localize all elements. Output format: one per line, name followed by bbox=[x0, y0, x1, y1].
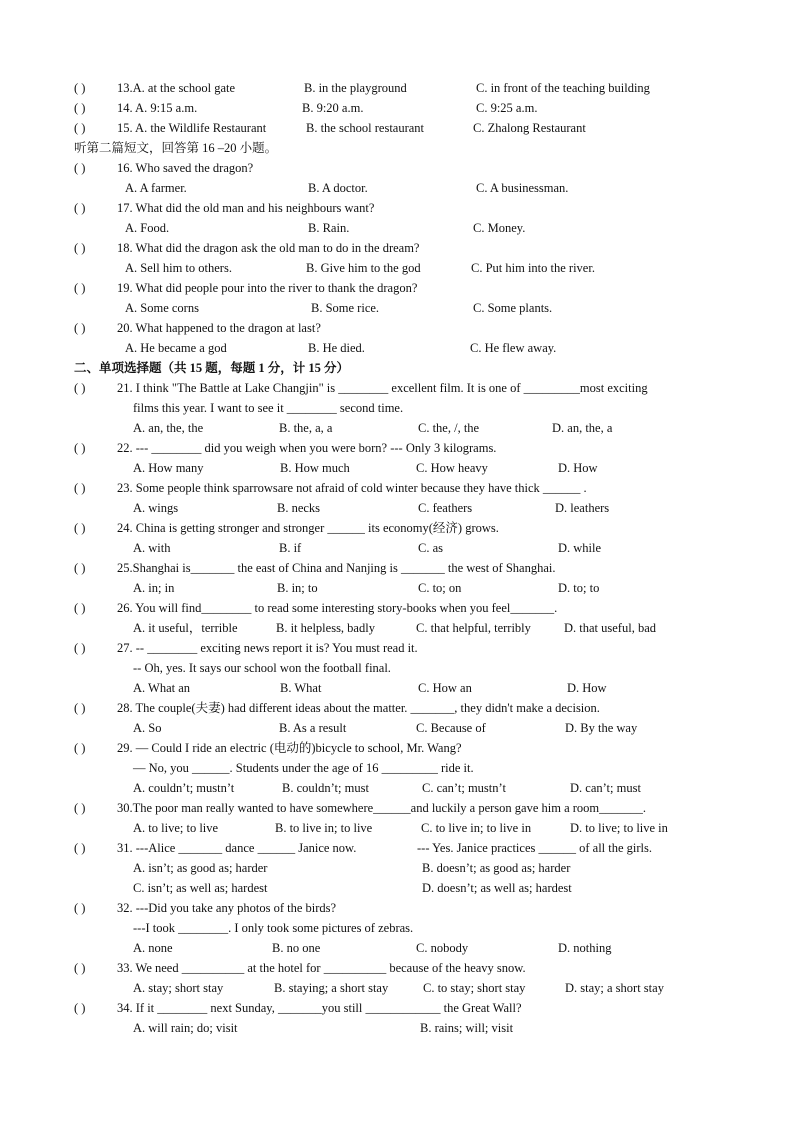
answer-paren: ( ) bbox=[74, 441, 86, 455]
answer-paren: ( ) bbox=[74, 481, 86, 495]
answer-paren: ( ) bbox=[74, 381, 86, 395]
option-d: D. to live; to live in bbox=[570, 821, 668, 835]
option-d: D. an, the, a bbox=[552, 421, 613, 435]
option-a: A. What an bbox=[133, 681, 191, 695]
option-a: A. stay; short stay bbox=[133, 981, 224, 995]
option-a: A. Food. bbox=[125, 221, 170, 235]
question-stem-continued: -- Oh, yes. It says our school won the football final. bbox=[133, 661, 391, 675]
option-a: A. it useful，terrible bbox=[133, 621, 238, 635]
option-d: D. while bbox=[558, 541, 602, 555]
question-stem: 16. Who saved the dragon? bbox=[117, 161, 254, 175]
option-b: B. He died. bbox=[308, 341, 365, 355]
answer-paren: ( ) bbox=[74, 201, 86, 215]
option-a: A. He became a god bbox=[125, 341, 227, 355]
question-stem: 27. -- ________ exciting news report it is? You must read it. bbox=[117, 641, 418, 655]
answer-paren: ( ) bbox=[74, 1001, 86, 1015]
answer-paren: ( ) bbox=[74, 961, 86, 975]
option-b: B. if bbox=[279, 541, 302, 555]
answer-paren: ( ) bbox=[74, 601, 86, 615]
question-stem: 20. What happened to the dragon at last? bbox=[117, 321, 321, 335]
option-b: B. doesn’t; as good as; harder bbox=[422, 861, 571, 875]
question-stem: 26. You will find________ to read some interesting story-books when you feel_______. bbox=[117, 601, 558, 615]
option-c: C. that helpful, terribly bbox=[416, 621, 531, 635]
option-c: C. can’t; mustn’t bbox=[422, 781, 506, 795]
option-a: A. Sell him to others. bbox=[125, 261, 232, 275]
answer-paren: ( ) bbox=[74, 521, 86, 535]
option-c: C. Some plants. bbox=[473, 301, 553, 315]
option-b: B. What bbox=[280, 681, 322, 695]
option-d: D. By the way bbox=[565, 721, 638, 735]
passage-2-instruction: 听第二篇短文，回答第 16 –20 小题。 bbox=[74, 141, 278, 155]
option-c: C. Zhalong Restaurant bbox=[473, 121, 586, 135]
option-a: A. an, the, the bbox=[133, 421, 204, 435]
question-stem: 34. If it ________ next Sunday, _______you still ____________ the Great Wall? bbox=[117, 1001, 522, 1015]
option-c: C. to stay; short stay bbox=[423, 981, 526, 995]
option-b: B. Rain. bbox=[308, 221, 350, 235]
question-stem: 29. — Could I ride an electric (电动的)bicycle to school, Mr. Wang? bbox=[117, 741, 462, 755]
option-c: C. the, /, the bbox=[418, 421, 480, 435]
option-a: A. Some corns bbox=[125, 301, 199, 315]
option-c: C. as bbox=[418, 541, 443, 555]
answer-paren: ( ) bbox=[74, 281, 86, 295]
option-b: B. 9:20 a.m. bbox=[302, 101, 364, 115]
option-a: A. with bbox=[133, 541, 171, 555]
question-stem: 21. I think "The Battle at Lake Changjin" is ________ excellent film. It is one of _________most exciting bbox=[117, 381, 648, 395]
option-d: D. can’t; must bbox=[570, 781, 641, 795]
option-c: C. Money. bbox=[473, 221, 526, 235]
option-b: B. staying; a short stay bbox=[274, 981, 389, 995]
answer-paren: ( ) bbox=[74, 741, 86, 755]
section-title: 二、单项选择题（共 15 题，每题 1 分，计 15 分） bbox=[74, 361, 350, 375]
question-stem: 31. ---Alice _______ dance ______ Janice now. bbox=[117, 841, 357, 855]
option-b: B. necks bbox=[277, 501, 321, 515]
question-stem-continued: films this year. I want to see it ________ second time. bbox=[133, 401, 404, 415]
option-c: C. feathers bbox=[418, 501, 473, 515]
question-stem: 25.Shanghai is_______ the east of China and Nanjing is _______ the west of Shanghai. bbox=[117, 561, 556, 575]
question-stem: 28. The couple(夫妻) had different ideas about the matter. _______, they didn't make a decision. bbox=[117, 701, 600, 715]
option-c: C. to live in; to live in bbox=[421, 821, 532, 835]
option-b: B. the, a, a bbox=[279, 421, 333, 435]
answer-paren: ( ) bbox=[74, 841, 86, 855]
option-c: C. 9:25 a.m. bbox=[476, 101, 538, 115]
option-d: D. to; to bbox=[558, 581, 600, 595]
option-b: B. couldn’t; must bbox=[282, 781, 369, 795]
option-d: D. How bbox=[558, 461, 598, 475]
option-c: C. nobody bbox=[416, 941, 469, 955]
option-d: D. stay; a short stay bbox=[565, 981, 664, 995]
option-b: B. Give him to the god bbox=[306, 261, 421, 275]
question-stem: 22. --- ________ did you weigh when you were born? --- Only 3 kilograms. bbox=[117, 441, 497, 455]
option-c: C. A businessman. bbox=[476, 181, 569, 195]
option-b: B. As a result bbox=[279, 721, 347, 735]
answer-paren: ( ) bbox=[74, 801, 86, 815]
option-b: B. no one bbox=[272, 941, 321, 955]
option-b: B. it helpless, badly bbox=[276, 621, 375, 635]
answer-paren: ( ) bbox=[74, 101, 86, 115]
option-a: 14. A. 9:15 a.m. bbox=[117, 101, 198, 115]
question-stem-continued: ---I took ________. I only took some pictures of zebras. bbox=[133, 921, 414, 935]
option-c: C. in front of the teaching building bbox=[476, 81, 650, 95]
question-stem-continued: — No, you ______. Students under the age of 16 _________ ride it. bbox=[133, 761, 474, 775]
option-b: B. rains; will; visit bbox=[420, 1021, 514, 1035]
answer-paren: ( ) bbox=[74, 121, 86, 135]
option-a: A. will rain; do; visit bbox=[133, 1021, 238, 1035]
option-c: C. He flew away. bbox=[470, 341, 557, 355]
option-a: A. to live; to live bbox=[133, 821, 219, 835]
option-a: A. couldn’t; mustn’t bbox=[133, 781, 235, 795]
answer-paren: ( ) bbox=[74, 701, 86, 715]
option-d: D. leathers bbox=[555, 501, 610, 515]
option-d: D. doesn’t; as well as; hardest bbox=[422, 881, 572, 895]
question-stem: 19. What did people pour into the river to thank the dragon? bbox=[117, 281, 418, 295]
option-a: A. So bbox=[133, 721, 162, 735]
option-c: C. How an bbox=[418, 681, 472, 695]
option-a: A. How many bbox=[133, 461, 204, 475]
question-stem: 30.The poor man really wanted to have somewhere______and luckily a person gave him a room_______. bbox=[117, 801, 647, 815]
answer-paren: ( ) bbox=[74, 641, 86, 655]
option-b: B. Some rice. bbox=[311, 301, 380, 315]
option-d: D. How bbox=[567, 681, 607, 695]
option-b: B. in; to bbox=[277, 581, 318, 595]
answer-paren: ( ) bbox=[74, 81, 86, 95]
answer-paren: ( ) bbox=[74, 901, 86, 915]
option-d: D. that useful, bad bbox=[564, 621, 656, 635]
option-b: B. A doctor. bbox=[308, 181, 368, 195]
answer-paren: ( ) bbox=[74, 161, 86, 175]
option-a: A. A farmer. bbox=[125, 181, 187, 195]
option-b: B. the school restaurant bbox=[306, 121, 425, 135]
question-stem-response: --- Yes. Janice practices ______ of all the girls. bbox=[417, 841, 653, 855]
option-a: A. in; in bbox=[133, 581, 175, 595]
question-stem: 33. We need __________ at the hotel for __________ because of the heavy snow. bbox=[117, 961, 526, 975]
option-a: A. isn’t; as good as; harder bbox=[133, 861, 268, 875]
option-c: C. isn’t; as well as; hardest bbox=[133, 881, 268, 895]
option-b: B. in the playground bbox=[304, 81, 407, 95]
option-b: B. to live in; to live bbox=[275, 821, 373, 835]
option-a: 15. A. the Wildlife Restaurant bbox=[117, 121, 267, 135]
option-a: 13.A. at the school gate bbox=[117, 81, 236, 95]
question-stem: 23. Some people think sparrowsare not afraid of cold winter because they have thick ______ . bbox=[117, 481, 587, 495]
answer-paren: ( ) bbox=[74, 241, 86, 255]
answer-paren: ( ) bbox=[74, 561, 86, 575]
option-a: A. wings bbox=[133, 501, 179, 515]
option-d: D. nothing bbox=[558, 941, 612, 955]
option-b: B. How much bbox=[280, 461, 350, 475]
question-stem: 18. What did the dragon ask the old man to do in the dream? bbox=[117, 241, 420, 255]
option-c: C. to; on bbox=[418, 581, 462, 595]
question-stem: 17. What did the old man and his neighbours want? bbox=[117, 201, 375, 215]
option-c: C. Because of bbox=[416, 721, 486, 735]
option-c: C. Put him into the river. bbox=[471, 261, 595, 275]
question-stem: 32. ---Did you take any photos of the birds? bbox=[117, 901, 337, 915]
answer-paren: ( ) bbox=[74, 321, 86, 335]
option-a: A. none bbox=[133, 941, 173, 955]
question-stem: 24. China is getting stronger and stronger ______ its economy(经济) grows. bbox=[117, 521, 499, 535]
option-c: C. How heavy bbox=[416, 461, 488, 475]
